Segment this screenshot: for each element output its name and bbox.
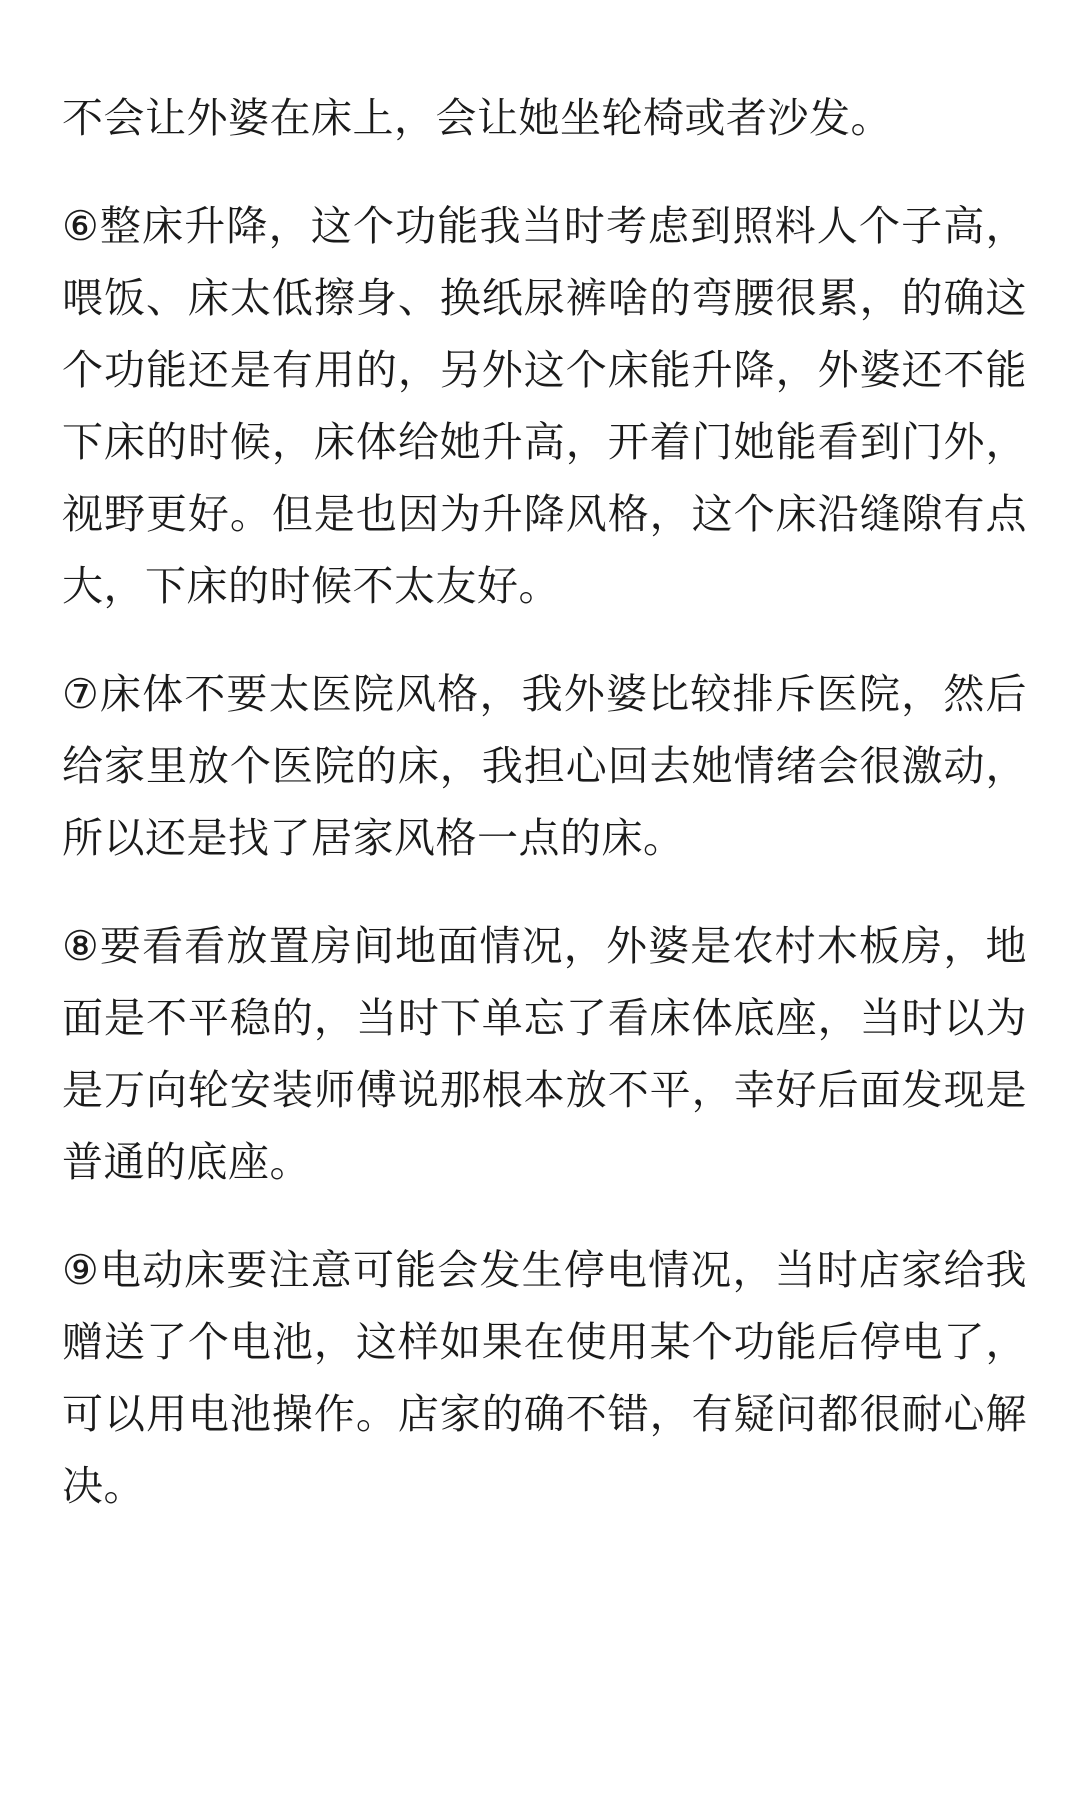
article-body <box>62 82 1027 1558</box>
paragraph-intro: 不会让外婆在床上，会让她坐轮椅或者沙发。 <box>62 94 892 142</box>
paragraph-tip-9: ⑨电动床要注意可能会发生停电情况，当时店家给我赠送了个电池，这样如果在使用某个功能后停电了，可以用电池操作。店家的确不错，有疑问都很耐心解决。 <box>62 1246 1027 1510</box>
paragraph-tip-7: ⑦床体不要太医院风格，我外婆比较排斥医院，然后给家里放个医院的床，我担心回去她情绪会很激动，所以还是找了居家风格一点的床。 <box>62 670 1027 862</box>
paragraph-tip-8: ⑧要看看放置房间地面情况，外婆是农村木板房，地面是不平稳的，当时下单忘了看床体底座，当时以为是万向轮安装师傅说那根本放不平，幸好后面发现是普通的底座。 <box>62 922 1027 1186</box>
paragraph-tip-6: ⑥整床升降，这个功能我当时考虑到照料人个子高，喂饭、床太低擦身、换纸尿裤啥的弯腰很累，的确这个功能还是有用的，另外这个床能升降，外婆还不能下床的时候，床体给她升高，开着门她能看到门外，视野更好。但是也因为升降风格，这个床沿缝隙有点大，下床的时候不太友好。 <box>62 202 1027 610</box>
